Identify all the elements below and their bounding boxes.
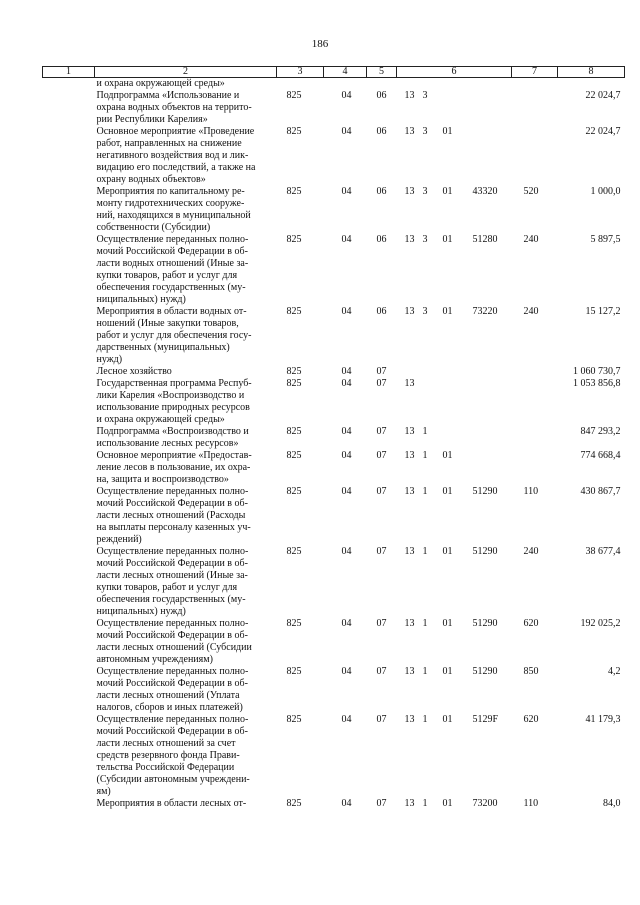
column-header: 8 — [558, 67, 625, 78]
cell-amount: 774 668,4 — [580, 450, 621, 461]
cell-section: 04 — [341, 366, 352, 377]
cell-target-article — [397, 90, 512, 126]
column-header: 5 — [367, 67, 397, 78]
table-row — [43, 486, 625, 546]
target-article-part: 13 — [404, 234, 415, 245]
cell-expense-type — [512, 90, 558, 126]
name-line: Лесное хозяйство — [96, 366, 172, 377]
target-article-part: 1 — [422, 798, 428, 809]
cell-target-article — [397, 714, 512, 798]
cell-target-article — [397, 618, 512, 666]
cell-col1 — [43, 126, 95, 186]
cell-col1 — [43, 366, 95, 378]
cell-expense-type: 620 — [523, 618, 539, 629]
cell-section: 04 — [341, 714, 352, 725]
table-row — [43, 234, 625, 306]
cell-name — [95, 546, 277, 618]
name-line: мочий Российской Федерации в об- — [96, 246, 248, 257]
table-row — [43, 426, 625, 450]
cell-subsection: 07 — [376, 426, 387, 437]
target-article-part: 3 — [422, 90, 428, 101]
target-article-part: 13 — [404, 486, 415, 497]
table-row — [43, 186, 625, 234]
table-row — [43, 126, 625, 186]
column-header: 2 — [95, 67, 277, 78]
name-line: Мероприятия по капитальному ре- — [96, 186, 245, 197]
cell-ministry-code: 825 — [286, 666, 302, 677]
name-line: видацию его последствий, а также на — [96, 162, 256, 173]
cell-amount: 1 060 730,7 — [573, 366, 621, 377]
cell-amount: 1 000,0 — [590, 186, 621, 197]
cell-subsection: 07 — [376, 618, 387, 629]
target-article-part: 51290 — [472, 666, 498, 677]
cell-expense-type: 110 — [523, 486, 539, 497]
cell-ministry-code: 825 — [286, 714, 302, 725]
cell-target-article — [397, 366, 512, 378]
cell-section: 04 — [341, 378, 352, 389]
cell-ministry-code: 825 — [286, 618, 302, 629]
cell-target-article — [397, 378, 512, 426]
cell-ministry-code: 825 — [286, 798, 302, 809]
cell-subsection: 07 — [376, 546, 387, 557]
cell-ministry-code: 825 — [286, 546, 302, 557]
name-line: ласти лесных отношений за счет — [96, 738, 236, 749]
cell-ministry-code: 825 — [286, 486, 302, 497]
cell-target-article — [397, 234, 512, 306]
cell-section: 04 — [341, 618, 352, 629]
name-line: мочий Российской Федерации в об- — [96, 726, 248, 737]
target-article-part: 13 — [404, 90, 415, 101]
target-article-part: 73200 — [472, 798, 498, 809]
cell-section: 04 — [341, 90, 352, 101]
name-line: мочий Российской Федерации в об- — [96, 630, 248, 641]
target-article-part: 73220 — [472, 306, 498, 317]
target-article-part: 1 — [422, 666, 428, 677]
cell-target-article — [397, 306, 512, 366]
cell-target-article — [397, 78, 512, 91]
cell-target-article — [397, 798, 512, 810]
name-line: мочий Российской Федерации в об- — [96, 678, 248, 689]
name-line: монту гидротехнических сооруже- — [96, 198, 245, 209]
name-line: использование природных ресурсов — [96, 402, 250, 413]
name-line: ниципальных) нужд) — [96, 606, 186, 617]
target-article-part: 3 — [422, 126, 428, 137]
cell-section: 04 — [341, 234, 352, 245]
cell-subsection: 06 — [376, 234, 387, 245]
table-row — [43, 306, 625, 366]
table-body — [43, 78, 625, 811]
cell-subsection: 07 — [376, 798, 387, 809]
cell-name — [95, 798, 277, 810]
cell-col1 — [43, 78, 95, 91]
cell-target-article — [397, 186, 512, 234]
name-line: Осуществление переданных полно- — [96, 714, 249, 725]
name-line: ям) — [96, 786, 111, 797]
name-line: работ, направленных на снижение — [96, 138, 242, 149]
name-line: Мероприятия в области лесных от- — [96, 798, 247, 809]
name-line: купки товаров, работ и услуг для — [96, 582, 238, 593]
cell-ministry-code: 825 — [286, 126, 302, 137]
target-article-part: 13 — [404, 798, 415, 809]
cell-section: 04 — [341, 126, 352, 137]
cell-section — [324, 78, 367, 91]
name-line: на, защита и воспроизводство» — [96, 474, 229, 485]
target-article-part — [423, 378, 443, 390]
target-article-part: 01 — [442, 798, 453, 809]
target-article-part: 13 — [404, 378, 415, 389]
page-number: 186 — [311, 38, 329, 50]
cell-col1 — [43, 306, 95, 366]
cell-amount: 1 053 856,8 — [573, 378, 621, 389]
target-article-part: 1 — [422, 450, 428, 461]
cell-expense-type: 850 — [523, 666, 539, 677]
target-article-part: 01 — [442, 234, 453, 245]
name-line: реждений) — [96, 534, 142, 545]
name-line: Осуществление переданных полно- — [96, 618, 249, 629]
target-article-part: 3 — [422, 186, 428, 197]
target-article-part: 13 — [404, 546, 415, 557]
budget-table — [42, 66, 625, 810]
target-article-part: 01 — [442, 618, 453, 629]
name-line: охрану водных объектов» — [96, 174, 206, 185]
name-line: ласти лесных отношений (Субсидии — [96, 642, 252, 653]
target-article-part: 13 — [404, 306, 415, 317]
cell-name — [95, 306, 277, 366]
name-line: ласти лесных отношений (Уплата — [96, 690, 240, 701]
cell-subsection: 07 — [376, 666, 387, 677]
name-line: негативного воздействия вод и лик- — [96, 150, 249, 161]
cell-col1 — [43, 90, 95, 126]
cell-expense-type: 520 — [523, 186, 539, 197]
cell-expense-type — [512, 426, 558, 450]
name-line: средств резервного фонда Прави- — [96, 750, 240, 761]
target-article-part: 1 — [422, 546, 428, 557]
target-article-part: 01 — [442, 486, 453, 497]
cell-ministry-code: 825 — [286, 450, 302, 461]
name-line: мочий Российской Федерации в об- — [96, 558, 248, 569]
target-article-part: 01 — [442, 666, 453, 677]
name-line: мочий Российской Федерации в об- — [96, 498, 248, 509]
cell-expense-type: 240 — [523, 306, 539, 317]
cell-name — [95, 450, 277, 486]
name-line: Мероприятия в области водных от- — [96, 306, 247, 317]
target-article-part: 1 — [422, 426, 428, 437]
name-line: лики Карелия «Воспроизводство и — [96, 390, 245, 401]
cell-ministry-code: 825 — [286, 90, 302, 101]
name-line: дарственных (муниципальных) — [96, 342, 230, 353]
name-line: Основное мероприятие «Предостав- — [96, 450, 252, 461]
cell-subsection: 06 — [376, 126, 387, 137]
name-line: Подпрограмма «Использование и — [96, 90, 240, 101]
cell-subsection: 06 — [376, 306, 387, 317]
cell-amount: 22 024,7 — [585, 90, 621, 101]
name-line: тельства Российской Федерации — [96, 762, 235, 773]
cell-name — [95, 714, 277, 798]
target-article-part: 51290 — [472, 546, 498, 557]
target-article-part: 51290 — [472, 486, 498, 497]
cell-amount: 430 867,7 — [580, 486, 621, 497]
target-article-part — [473, 450, 509, 462]
cell-amount: 84,0 — [603, 798, 621, 809]
name-line: Осуществление переданных полно- — [96, 486, 249, 497]
cell-target-article — [397, 546, 512, 618]
target-article-part: 01 — [442, 126, 453, 137]
target-article-part — [443, 378, 473, 390]
target-article-part: 3 — [422, 306, 428, 317]
cell-name — [95, 486, 277, 546]
name-line: работ и услуг для обеспечения госу- — [96, 330, 252, 341]
target-article-part — [443, 90, 473, 102]
table-row — [43, 90, 625, 126]
target-article-part: 01 — [442, 546, 453, 557]
cell-col1 — [43, 714, 95, 798]
name-line: Подпрограмма «Воспроизводство и — [96, 426, 249, 437]
cell-amount: 41 179,3 — [585, 714, 621, 725]
name-line: ласти лесных отношений (Иные за- — [96, 570, 248, 581]
cell-name — [95, 378, 277, 426]
target-article-part: 1 — [422, 618, 428, 629]
cell-name — [95, 618, 277, 666]
name-line: ласти водных отношений (Иные за- — [96, 258, 249, 269]
name-line: (Субсидии автономным учреждени- — [96, 774, 250, 785]
name-line: ношений (Иные закупки товаров, — [96, 318, 239, 329]
name-line: ление лесов в пользование, их охра- — [96, 462, 251, 473]
target-article-part: 1 — [422, 486, 428, 497]
cell-subsection: 07 — [376, 366, 387, 377]
cell-section: 04 — [341, 426, 352, 437]
target-article-part: 01 — [442, 186, 453, 197]
cell-ministry-code: 825 — [286, 426, 302, 437]
table-row — [43, 366, 625, 378]
name-line: Государственная программа Респуб- — [96, 378, 252, 389]
target-article-part — [443, 426, 473, 438]
cell-target-article — [397, 126, 512, 186]
cell-amount: 4,2 — [608, 666, 621, 677]
cell-col1 — [43, 186, 95, 234]
cell-subsection: 07 — [376, 714, 387, 725]
cell-section: 04 — [341, 546, 352, 557]
cell-expense-type: 240 — [523, 546, 539, 557]
cell-subsection: 07 — [376, 378, 387, 389]
name-line: нужд) — [96, 354, 123, 365]
name-line: налогов, сборов и иных платежей) — [96, 702, 243, 713]
cell-target-article — [397, 426, 512, 450]
cell-amount: 22 024,7 — [585, 126, 621, 137]
cell-target-article — [397, 666, 512, 714]
cell-amount — [558, 78, 625, 91]
cell-target-article — [397, 486, 512, 546]
cell-subsection: 06 — [376, 90, 387, 101]
target-article-part — [473, 126, 509, 138]
target-article-part — [473, 426, 509, 438]
cell-name — [95, 234, 277, 306]
target-article-part: 3 — [422, 234, 428, 245]
cell-section: 04 — [341, 798, 352, 809]
cell-col1 — [43, 450, 95, 486]
cell-expense-type: 110 — [523, 798, 539, 809]
cell-col1 — [43, 546, 95, 618]
cell-section: 04 — [341, 306, 352, 317]
table-row — [43, 666, 625, 714]
cell-amount: 5 897,5 — [590, 234, 621, 245]
cell-subsection: 06 — [376, 186, 387, 197]
cell-section: 04 — [341, 450, 352, 461]
name-line: купки товаров, работ и услуг для — [96, 270, 238, 281]
cell-col1 — [43, 666, 95, 714]
column-header: 3 — [277, 67, 324, 78]
cell-expense-type — [512, 78, 558, 91]
target-article-part: 13 — [404, 666, 415, 677]
name-line: автономным учреждениям) — [96, 654, 213, 665]
cell-col1 — [43, 426, 95, 450]
name-line: ласти лесных отношений (Расходы — [96, 510, 246, 521]
target-article-part: 51290 — [472, 618, 498, 629]
name-line: Осуществление переданных полно- — [96, 546, 249, 557]
target-article-part: 1 — [422, 714, 428, 725]
target-article-part: 13 — [404, 450, 415, 461]
cell-subsection — [367, 78, 397, 91]
cell-expense-type — [512, 450, 558, 486]
cell-col1 — [43, 618, 95, 666]
table-row — [43, 798, 625, 810]
cell-expense-type: 240 — [523, 234, 539, 245]
column-header: 6 — [397, 67, 512, 78]
cell-ministry-code — [277, 78, 324, 91]
cell-name — [95, 366, 277, 378]
target-article-part: 13 — [404, 618, 415, 629]
cell-ministry-code: 825 — [286, 366, 302, 377]
table-row — [43, 714, 625, 798]
target-article-part: 51280 — [472, 234, 498, 245]
column-header: 1 — [43, 67, 95, 78]
cell-subsection: 07 — [376, 486, 387, 497]
cell-expense-type — [512, 378, 558, 426]
name-line: Основное мероприятие «Проведение — [96, 126, 255, 137]
cell-name — [95, 666, 277, 714]
name-line: на выплаты персоналу казенных уч- — [96, 522, 251, 533]
cell-name — [95, 78, 277, 91]
name-line: использование лесных ресурсов» — [96, 438, 239, 449]
target-article-part: 5129F — [472, 714, 499, 725]
name-line: и охрана окружающей среды» — [96, 78, 225, 89]
name-line: Осуществление переданных полно- — [96, 234, 249, 245]
cell-amount: 847 293,2 — [580, 426, 621, 437]
cell-col1 — [43, 798, 95, 810]
name-line: обеспечения государственных (му- — [96, 594, 246, 605]
cell-name — [95, 186, 277, 234]
target-article-part: 01 — [442, 714, 453, 725]
cell-expense-type: 620 — [523, 714, 539, 725]
column-header-row — [43, 67, 625, 78]
target-article-part: 43320 — [472, 186, 498, 197]
target-article-part: 01 — [442, 306, 453, 317]
cell-section: 04 — [341, 486, 352, 497]
cell-ministry-code: 825 — [286, 186, 302, 197]
cell-expense-type — [512, 366, 558, 378]
target-article-part: 13 — [404, 714, 415, 725]
cell-amount: 15 127,2 — [585, 306, 621, 317]
name-line: рии Республики Карелия» — [96, 114, 208, 125]
column-header: 7 — [512, 67, 558, 78]
name-line: и охрана окружающей среды» — [96, 414, 225, 425]
cell-name — [95, 426, 277, 450]
cell-section: 04 — [341, 666, 352, 677]
cell-section: 04 — [341, 186, 352, 197]
cell-amount: 38 677,4 — [585, 546, 621, 557]
cell-col1 — [43, 234, 95, 306]
cell-ministry-code: 825 — [286, 306, 302, 317]
target-article-part: 13 — [404, 126, 415, 137]
name-line: охрана водных объектов на террито- — [96, 102, 252, 113]
name-line: Осуществление переданных полно- — [96, 666, 249, 677]
table-row — [43, 378, 625, 426]
cell-name — [95, 90, 277, 126]
table-row — [43, 546, 625, 618]
cell-amount: 192 025,2 — [580, 618, 621, 629]
target-article-part — [473, 378, 509, 390]
name-line: ниципальных) нужд) — [96, 294, 186, 305]
cell-expense-type — [512, 126, 558, 186]
cell-name — [95, 126, 277, 186]
cell-col1 — [43, 378, 95, 426]
table-row — [43, 78, 625, 91]
cell-target-article — [397, 450, 512, 486]
name-line: ний, находящихся в муниципальной — [96, 210, 251, 221]
target-article-part — [473, 90, 509, 102]
target-article-part: 13 — [404, 426, 415, 437]
table-row — [43, 450, 625, 486]
cell-ministry-code: 825 — [286, 378, 302, 389]
cell-ministry-code: 825 — [286, 234, 302, 245]
target-article-part: 13 — [404, 186, 415, 197]
table-row — [43, 618, 625, 666]
column-header: 4 — [324, 67, 367, 78]
cell-subsection: 07 — [376, 450, 387, 461]
cell-col1 — [43, 486, 95, 546]
name-line: обеспечения государственных (му- — [96, 282, 246, 293]
name-line: собственности (Субсидии) — [96, 222, 211, 233]
target-article-part: 01 — [442, 450, 453, 461]
